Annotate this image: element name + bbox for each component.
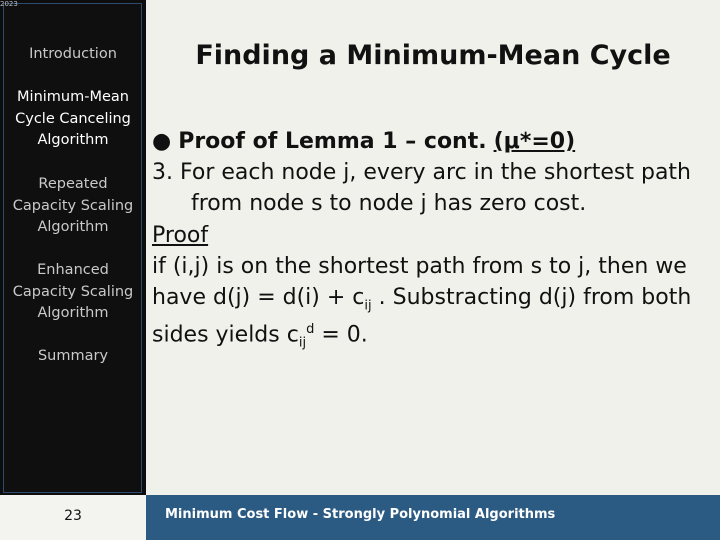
proof-line-2-sub: ij	[364, 298, 372, 314]
sidebar-item-label: Capacity Scaling	[12, 197, 134, 214]
sidebar-item-label: Repeated	[38, 176, 108, 192]
page-number: 23	[64, 508, 82, 524]
proof-heading-line	[152, 127, 575, 157]
sidebar-item-summary[interactable]	[0, 346, 146, 368]
proof-line-2-a: have d(j) = d(i) + c	[152, 285, 365, 310]
sidebar-item-label: Introduction	[29, 46, 117, 62]
proof-line-2-b: . Substracting d(j) from both	[371, 285, 692, 310]
sidebar-item-label: Summary	[37, 348, 109, 364]
sidebar-frame	[3, 3, 142, 493]
sidebar-item-repeated-capacity-scaling[interactable]	[0, 174, 146, 239]
proof-line-3-sub: ij	[298, 335, 307, 351]
footer-bar	[0, 495, 720, 540]
proof-line-3	[152, 315, 368, 359]
proof-heading: Proof of Lemma 1 – cont.	[178, 129, 487, 154]
proof-line-3-sup: d	[306, 322, 315, 337]
page-number-box	[0, 495, 146, 540]
sidebar-item-minimum-mean-cycle-canceling[interactable]	[0, 87, 146, 152]
sidebar-item-label: Algorithm	[37, 305, 109, 321]
proof-line-1: if (i,j) is on the shortest path from s to j, then we	[152, 254, 687, 279]
slide-title: Finding a Minimum-Mean Cycle	[195, 40, 671, 71]
sidebar-item-label: Capacity Scaling	[12, 283, 134, 300]
navigation-sidebar	[0, 0, 146, 540]
footer-title: Minimum Cost Flow - Strongly Polynomial Algorithms	[165, 507, 556, 522]
proof-heading-param: (μ*=0)	[493, 129, 576, 154]
proof-line-3-a: sides yields c	[152, 322, 299, 348]
bullet-icon: ●	[152, 129, 172, 154]
item-3-line-1: 3. For each node j, every arc in the shortest path	[152, 160, 691, 185]
proof-line-3-b: = 0.	[314, 322, 368, 348]
sidebar-item-label: Minimum-Mean	[17, 89, 129, 105]
sidebar-item-label: Enhanced	[37, 262, 109, 278]
sidebar-item-introduction[interactable]	[0, 44, 146, 66]
proof-label: Proof	[152, 223, 209, 248]
sidebar-item-label: Algorithm	[37, 132, 109, 148]
sidebar-item-enhanced-capacity-scaling[interactable]	[0, 260, 146, 325]
sidebar-item-label: Algorithm	[37, 219, 109, 235]
item-3-line-2: from node s to node j has zero cost.	[191, 191, 587, 216]
corner-mark: 2023	[0, 0, 18, 8]
sidebar-item-label: Cycle Canceling	[15, 110, 131, 127]
